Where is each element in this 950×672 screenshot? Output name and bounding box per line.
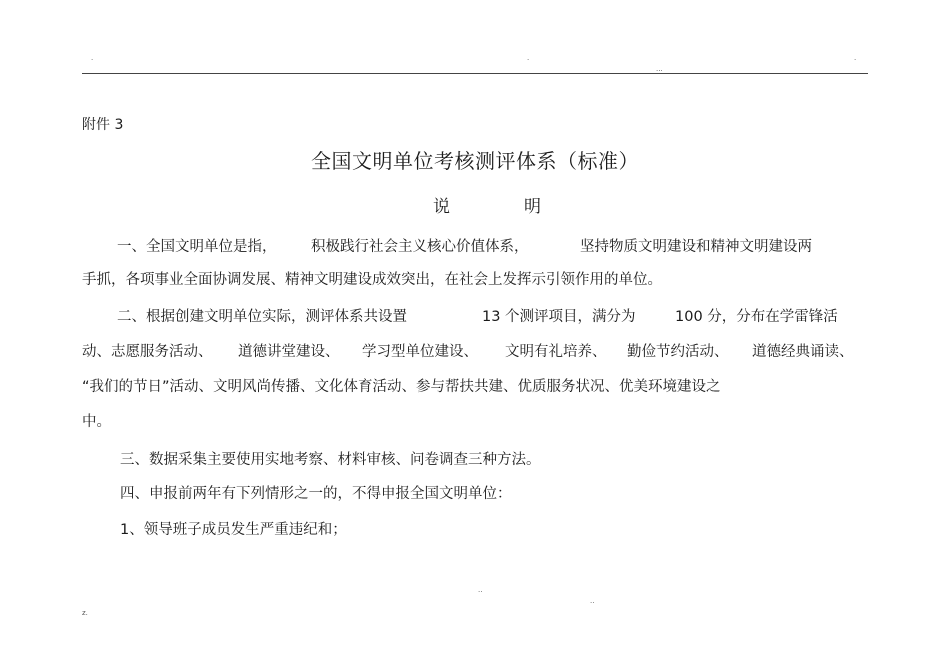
header-mark: . (91, 54, 94, 62)
p2-line1-seg1: 二、根据创建文明单位实际，测评体系共设置 (117, 309, 407, 325)
header-rule (82, 73, 868, 74)
footer-mark: .. (478, 586, 483, 594)
p2-line2-seg3: 学习型单位建设、 (362, 344, 478, 360)
subtitle-left: 说 (433, 197, 450, 217)
p1-line1-seg1: 一、全国文明单位是指， (117, 239, 277, 255)
subtitle-right: 明 (524, 197, 541, 217)
header-mark: . (527, 54, 530, 62)
p2-line1-seg3: 100 分，分布在学雷锋活 (675, 309, 838, 325)
p2-line4: 中。 (82, 414, 111, 430)
footer-corner-mark: z. (82, 609, 88, 617)
footer-mark: .. (590, 597, 595, 605)
p4: 四、申报前两年有下列情形之一的，不得申报全国文明单位： (120, 486, 512, 502)
p2-line2-seg4: 文明有礼培养、 (505, 344, 607, 360)
p2-line2-seg5: 勤俭节约活动、 (627, 344, 729, 360)
p1-line2: 手抓，各项事业全面协调发展、精神文明建设成效突出，在社会上发挥示引领作用的单位。 (82, 272, 662, 288)
p2-line2-seg1: 动、志愿服务活动、 (82, 344, 213, 360)
header-mark: . (854, 54, 857, 62)
page-title: 全国文明单位考核测评体系（标准） (311, 149, 639, 173)
attachment-label: 附件 3 (82, 117, 124, 133)
p1-line1-seg3: 坚持物质文明建设和精神文明建设两 (580, 239, 812, 255)
p2-line2-seg6: 道德经典诵读、 (752, 344, 854, 360)
p2-line3: “我们的节日”活动、文明风尚传播、文化体育活动、参与帮扶共建、优质服务状况、优美环境建设之 (82, 379, 721, 395)
p3: 三、数据采集主要使用实地考察、材料审核、问卷调查三种方法。 (120, 452, 541, 468)
p2-line2-seg2: 道德讲堂建设、 (238, 344, 340, 360)
p5: 1、领导班子成员发生严重违纪和； (120, 522, 347, 538)
p2-line1-seg2: 13 个测评项目，满分为 (482, 309, 636, 325)
p1-line1-seg2: 积极践行社会主义核心价值体系， (311, 239, 529, 255)
header-mark: ... (656, 65, 663, 73)
